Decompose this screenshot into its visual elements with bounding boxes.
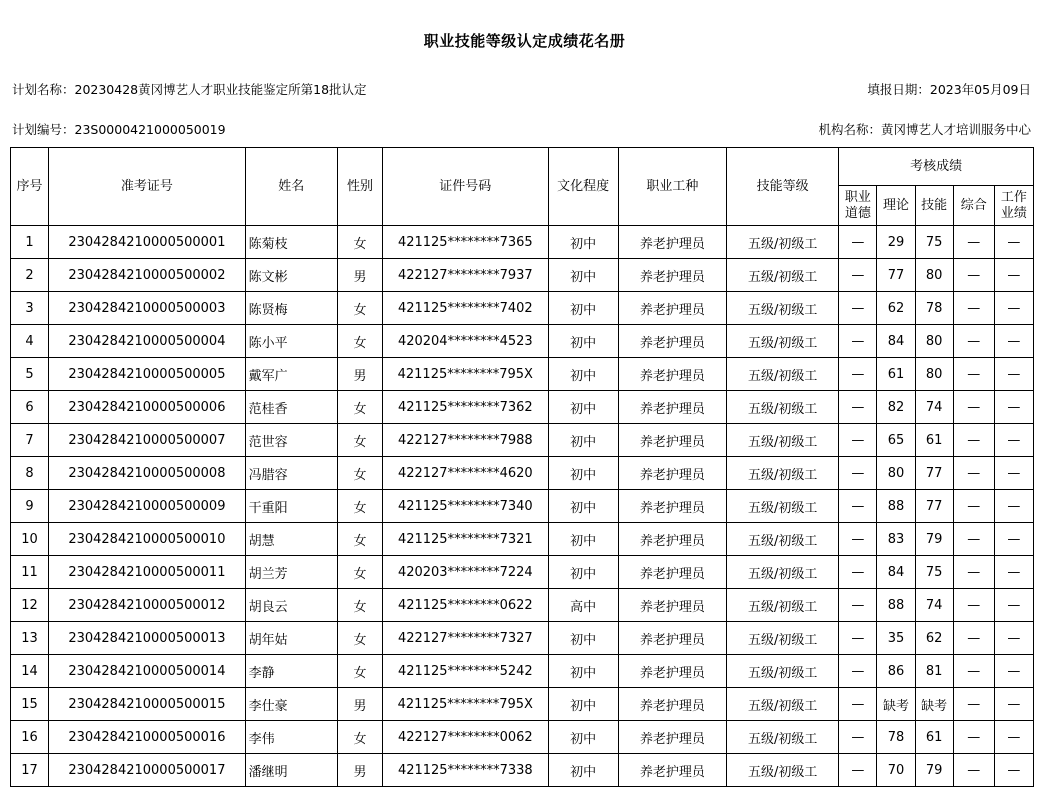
- cell-seq: 7: [11, 424, 49, 457]
- cell-theory: 缺考: [877, 688, 915, 721]
- cell-work: —: [994, 424, 1033, 457]
- cell-edu: 初中: [548, 226, 618, 259]
- cell-edu: 高中: [548, 589, 618, 622]
- cell-seq: 17: [11, 754, 49, 787]
- cell-work: —: [994, 292, 1033, 325]
- cell-gender: 男: [337, 358, 382, 391]
- cell-id: 421125********7340: [383, 490, 548, 523]
- cell-skill: 61: [915, 721, 953, 754]
- cell-level: 五级/初级工: [727, 655, 839, 688]
- cell-edu: 初中: [548, 523, 618, 556]
- cell-job: 养老护理员: [618, 589, 726, 622]
- cell-gender: 女: [337, 325, 382, 358]
- cell-work: —: [994, 622, 1033, 655]
- cell-seq: 1: [11, 226, 49, 259]
- table-body: [11, 226, 1034, 787]
- cell-ethics: —: [839, 556, 877, 589]
- header-gender: 性别: [337, 148, 382, 226]
- cell-name: 范世容: [245, 424, 337, 457]
- cell-skill: 81: [915, 655, 953, 688]
- table-row: [11, 226, 1034, 259]
- report-date: 填报日期：2023年05月09日: [867, 82, 1031, 97]
- cell-job: 养老护理员: [618, 424, 726, 457]
- cell-theory: 80: [877, 457, 915, 490]
- cell-work: —: [994, 688, 1033, 721]
- cell-ticket: 2304284210000500014: [49, 655, 246, 688]
- cell-id: 422127********7937: [383, 259, 548, 292]
- cell-edu: 初中: [548, 259, 618, 292]
- cell-level: 五级/初级工: [727, 292, 839, 325]
- cell-level: 五级/初级工: [727, 325, 839, 358]
- cell-job: 养老护理员: [618, 457, 726, 490]
- cell-id: 422127********7988: [383, 424, 548, 457]
- cell-theory: 88: [877, 490, 915, 523]
- header-occupation: 职业工种: [618, 148, 726, 226]
- table-row: [11, 424, 1034, 457]
- cell-job: 养老护理员: [618, 721, 726, 754]
- cell-general: —: [953, 688, 994, 721]
- header-education: 文化程度: [548, 148, 618, 226]
- cell-theory: 82: [877, 391, 915, 424]
- cell-skill: 75: [915, 226, 953, 259]
- cell-job: 养老护理员: [618, 688, 726, 721]
- cell-id: 420203********7224: [383, 556, 548, 589]
- cell-name: 陈贤梅: [245, 292, 337, 325]
- cell-ethics: —: [839, 292, 877, 325]
- cell-name: 胡良云: [245, 589, 337, 622]
- cell-id: 422127********7327: [383, 622, 548, 655]
- cell-gender: 女: [337, 226, 382, 259]
- cell-edu: 初中: [548, 721, 618, 754]
- cell-seq: 13: [11, 622, 49, 655]
- cell-ethics: —: [839, 655, 877, 688]
- cell-seq: 16: [11, 721, 49, 754]
- cell-skill: 80: [915, 325, 953, 358]
- cell-seq: 11: [11, 556, 49, 589]
- cell-work: —: [994, 490, 1033, 523]
- header-ethics: 职业道德: [839, 186, 877, 226]
- cell-work: —: [994, 556, 1033, 589]
- cell-theory: 65: [877, 424, 915, 457]
- cell-general: —: [953, 226, 994, 259]
- cell-name: 李仕豪: [245, 688, 337, 721]
- cell-skill: 缺考: [915, 688, 953, 721]
- cell-level: 五级/初级工: [727, 688, 839, 721]
- cell-theory: 83: [877, 523, 915, 556]
- header-theory: 理论: [877, 186, 915, 226]
- cell-gender: 女: [337, 655, 382, 688]
- document-title: 职业技能等级认定成绩花名册: [423, 32, 626, 50]
- cell-level: 五级/初级工: [727, 259, 839, 292]
- cell-theory: 29: [877, 226, 915, 259]
- table-row: [11, 391, 1034, 424]
- cell-skill: 79: [915, 523, 953, 556]
- cell-level: 五级/初级工: [727, 754, 839, 787]
- cell-work: —: [994, 325, 1033, 358]
- table-row: [11, 457, 1034, 490]
- cell-ethics: —: [839, 754, 877, 787]
- cell-name: 胡年姑: [245, 622, 337, 655]
- cell-seq: 6: [11, 391, 49, 424]
- cell-ethics: —: [839, 457, 877, 490]
- cell-work: —: [994, 721, 1033, 754]
- cell-theory: 77: [877, 259, 915, 292]
- table-row: [11, 358, 1034, 391]
- table-row: [11, 688, 1034, 721]
- header-general: 综合: [953, 186, 994, 226]
- cell-job: 养老护理员: [618, 259, 726, 292]
- cell-ticket: 2304284210000500005: [49, 358, 246, 391]
- cell-ticket: 2304284210000500003: [49, 292, 246, 325]
- header-name: 姓名: [245, 148, 337, 226]
- table-row: [11, 622, 1034, 655]
- cell-name: 胡兰芳: [245, 556, 337, 589]
- cell-ticket: 2304284210000500010: [49, 523, 246, 556]
- cell-job: 养老护理员: [618, 556, 726, 589]
- cell-name: 陈菊枝: [245, 226, 337, 259]
- cell-skill: 62: [915, 622, 953, 655]
- table-row: [11, 259, 1034, 292]
- cell-job: 养老护理员: [618, 391, 726, 424]
- cell-general: —: [953, 457, 994, 490]
- cell-id: 421125********795X: [383, 358, 548, 391]
- cell-theory: 86: [877, 655, 915, 688]
- cell-name: 陈文彬: [245, 259, 337, 292]
- cell-ticket: 2304284210000500004: [49, 325, 246, 358]
- cell-theory: 78: [877, 721, 915, 754]
- cell-skill: 77: [915, 457, 953, 490]
- cell-id: 421125********7365: [383, 226, 548, 259]
- cell-id: 420204********4523: [383, 325, 548, 358]
- cell-edu: 初中: [548, 556, 618, 589]
- cell-general: —: [953, 292, 994, 325]
- cell-ethics: —: [839, 259, 877, 292]
- cell-seq: 14: [11, 655, 49, 688]
- cell-edu: 初中: [548, 358, 618, 391]
- cell-job: 养老护理员: [618, 655, 726, 688]
- cell-seq: 15: [11, 688, 49, 721]
- table-row: [11, 556, 1034, 589]
- cell-id: 421125********7338: [383, 754, 548, 787]
- cell-work: —: [994, 523, 1033, 556]
- cell-ethics: —: [839, 325, 877, 358]
- header-skill: 技能: [915, 186, 953, 226]
- cell-ticket: 2304284210000500017: [49, 754, 246, 787]
- cell-gender: 女: [337, 391, 382, 424]
- cell-level: 五级/初级工: [727, 358, 839, 391]
- cell-level: 五级/初级工: [727, 424, 839, 457]
- cell-skill: 80: [915, 358, 953, 391]
- cell-work: —: [994, 259, 1033, 292]
- cell-level: 五级/初级工: [727, 589, 839, 622]
- cell-general: —: [953, 424, 994, 457]
- cell-general: —: [953, 655, 994, 688]
- cell-edu: 初中: [548, 292, 618, 325]
- header-skill-level: 技能等级: [727, 148, 839, 226]
- cell-seq: 10: [11, 523, 49, 556]
- cell-ticket: 2304284210000500009: [49, 490, 246, 523]
- cell-skill: 75: [915, 556, 953, 589]
- cell-id: 421125********7402: [383, 292, 548, 325]
- cell-ethics: —: [839, 622, 877, 655]
- cell-theory: 84: [877, 325, 915, 358]
- cell-seq: 4: [11, 325, 49, 358]
- table-row: [11, 754, 1034, 787]
- cell-name: 戴军广: [245, 358, 337, 391]
- cell-job: 养老护理员: [618, 622, 726, 655]
- cell-level: 五级/初级工: [727, 721, 839, 754]
- cell-ethics: —: [839, 523, 877, 556]
- cell-id: 422127********4620: [383, 457, 548, 490]
- cell-gender: 女: [337, 556, 382, 589]
- cell-ticket: 2304284210000500001: [49, 226, 246, 259]
- score-roster-table: [10, 147, 1034, 787]
- cell-gender: 女: [337, 523, 382, 556]
- cell-gender: 女: [337, 424, 382, 457]
- header-seq: 序号: [11, 148, 49, 226]
- cell-general: —: [953, 622, 994, 655]
- cell-name: 干重阳: [245, 490, 337, 523]
- cell-gender: 女: [337, 490, 382, 523]
- cell-seq: 9: [11, 490, 49, 523]
- cell-skill: 80: [915, 259, 953, 292]
- cell-gender: 女: [337, 457, 382, 490]
- cell-level: 五级/初级工: [727, 391, 839, 424]
- cell-name: 范桂香: [245, 391, 337, 424]
- cell-edu: 初中: [548, 490, 618, 523]
- cell-general: —: [953, 259, 994, 292]
- table-row: [11, 490, 1034, 523]
- cell-seq: 8: [11, 457, 49, 490]
- cell-name: 李静: [245, 655, 337, 688]
- plan-name: 计划名称：20230428黄冈博艺人才职业技能鉴定所第18批认定: [12, 82, 367, 97]
- header-id-number: 证件号码: [383, 148, 548, 226]
- cell-level: 五级/初级工: [727, 523, 839, 556]
- cell-id: 421125********7321: [383, 523, 548, 556]
- cell-name: 胡慧: [245, 523, 337, 556]
- cell-id: 421125********5242: [383, 655, 548, 688]
- cell-work: —: [994, 391, 1033, 424]
- cell-gender: 女: [337, 622, 382, 655]
- cell-ticket: 2304284210000500015: [49, 688, 246, 721]
- table-row: [11, 325, 1034, 358]
- cell-seq: 5: [11, 358, 49, 391]
- table-row: [11, 523, 1034, 556]
- table-row: [11, 721, 1034, 754]
- cell-job: 养老护理员: [618, 292, 726, 325]
- cell-general: —: [953, 325, 994, 358]
- table-row: [11, 292, 1034, 325]
- header-assessment-scores: 考核成绩: [839, 148, 1034, 186]
- cell-name: 潘继明: [245, 754, 337, 787]
- cell-work: —: [994, 226, 1033, 259]
- cell-edu: 初中: [548, 754, 618, 787]
- cell-name: 陈小平: [245, 325, 337, 358]
- cell-gender: 女: [337, 721, 382, 754]
- table-row: [11, 589, 1034, 622]
- cell-seq: 12: [11, 589, 49, 622]
- cell-theory: 35: [877, 622, 915, 655]
- cell-theory: 70: [877, 754, 915, 787]
- cell-id: 421125********0622: [383, 589, 548, 622]
- cell-edu: 初中: [548, 622, 618, 655]
- cell-job: 养老护理员: [618, 523, 726, 556]
- cell-job: 养老护理员: [618, 226, 726, 259]
- cell-edu: 初中: [548, 391, 618, 424]
- cell-work: —: [994, 457, 1033, 490]
- cell-general: —: [953, 358, 994, 391]
- cell-theory: 84: [877, 556, 915, 589]
- cell-level: 五级/初级工: [727, 226, 839, 259]
- cell-theory: 88: [877, 589, 915, 622]
- cell-level: 五级/初级工: [727, 622, 839, 655]
- cell-general: —: [953, 490, 994, 523]
- table-row: [11, 655, 1034, 688]
- header-ticket-number: 准考证号: [49, 148, 246, 226]
- cell-level: 五级/初级工: [727, 490, 839, 523]
- cell-general: —: [953, 523, 994, 556]
- cell-ticket: 2304284210000500006: [49, 391, 246, 424]
- cell-edu: 初中: [548, 457, 618, 490]
- cell-edu: 初中: [548, 655, 618, 688]
- cell-general: —: [953, 556, 994, 589]
- cell-skill: 74: [915, 391, 953, 424]
- cell-id: 421125********7362: [383, 391, 548, 424]
- cell-general: —: [953, 721, 994, 754]
- cell-ticket: 2304284210000500011: [49, 556, 246, 589]
- cell-ticket: 2304284210000500012: [49, 589, 246, 622]
- cell-work: —: [994, 754, 1033, 787]
- cell-ethics: —: [839, 589, 877, 622]
- cell-gender: 男: [337, 259, 382, 292]
- cell-ticket: 2304284210000500013: [49, 622, 246, 655]
- cell-skill: 77: [915, 490, 953, 523]
- cell-name: 冯腊容: [245, 457, 337, 490]
- cell-skill: 78: [915, 292, 953, 325]
- cell-gender: 女: [337, 292, 382, 325]
- cell-general: —: [953, 589, 994, 622]
- cell-skill: 79: [915, 754, 953, 787]
- cell-general: —: [953, 391, 994, 424]
- cell-work: —: [994, 589, 1033, 622]
- cell-ethics: —: [839, 358, 877, 391]
- cell-theory: 61: [877, 358, 915, 391]
- plan-number: 计划编号：23S000042100005001​9: [12, 122, 226, 137]
- cell-work: —: [994, 358, 1033, 391]
- cell-name: 李伟: [245, 721, 337, 754]
- cell-edu: 初中: [548, 688, 618, 721]
- cell-job: 养老护理员: [618, 358, 726, 391]
- organization-name: 机构名称：黄冈博艺人才培训服务中心: [818, 122, 1031, 137]
- cell-id: 421125********795X: [383, 688, 548, 721]
- cell-edu: 初中: [548, 325, 618, 358]
- cell-ticket: 2304284210000500008: [49, 457, 246, 490]
- cell-ethics: —: [839, 721, 877, 754]
- cell-job: 养老护理员: [618, 490, 726, 523]
- header-work-performance: 工作业绩: [994, 186, 1033, 226]
- cell-edu: 初中: [548, 424, 618, 457]
- cell-job: 养老护理员: [618, 754, 726, 787]
- cell-ethics: —: [839, 490, 877, 523]
- cell-skill: 61: [915, 424, 953, 457]
- cell-ticket: 2304284210000500016: [49, 721, 246, 754]
- cell-ticket: 2304284210000500007: [49, 424, 246, 457]
- cell-ethics: —: [839, 424, 877, 457]
- cell-gender: 女: [337, 589, 382, 622]
- cell-skill: 74: [915, 589, 953, 622]
- cell-general: —: [953, 754, 994, 787]
- cell-ticket: 2304284210000500002: [49, 259, 246, 292]
- cell-ethics: —: [839, 226, 877, 259]
- cell-seq: 3: [11, 292, 49, 325]
- cell-id: 422127********0062: [383, 721, 548, 754]
- cell-gender: 男: [337, 688, 382, 721]
- cell-ethics: —: [839, 391, 877, 424]
- cell-gender: 男: [337, 754, 382, 787]
- cell-ethics: —: [839, 688, 877, 721]
- cell-work: —: [994, 655, 1033, 688]
- cell-level: 五级/初级工: [727, 457, 839, 490]
- cell-seq: 2: [11, 259, 49, 292]
- cell-job: 养老护理员: [618, 325, 726, 358]
- cell-level: 五级/初级工: [727, 556, 839, 589]
- cell-theory: 62: [877, 292, 915, 325]
